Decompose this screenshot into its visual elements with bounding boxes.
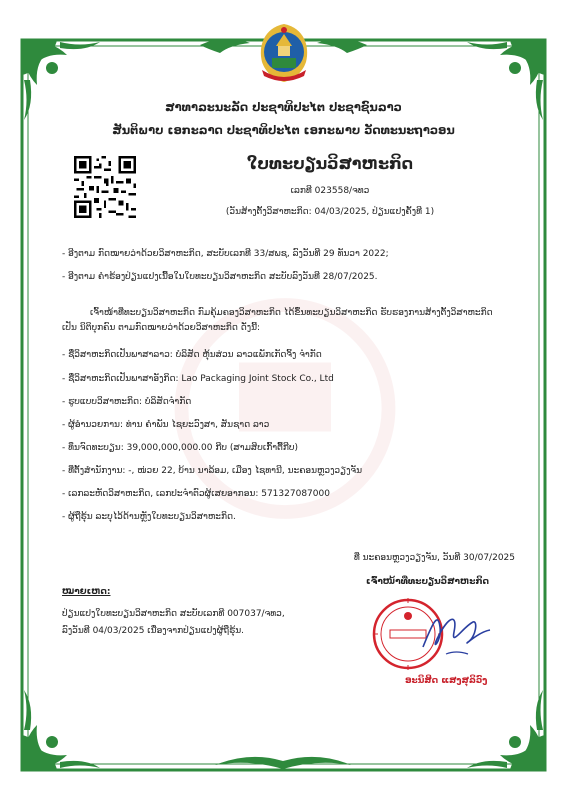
reference-line: - ອີງຕາມ ຄຳຮ້ອງປ່ຽນແປງເນື້ອໃນໃບທະບຽນວິສາຫະກິດ ສະບັບລົງວັນທີ 28/07/2025. xyxy=(62,272,378,282)
qr-code-icon xyxy=(74,156,136,218)
detail-registered-capital: - ທຶນຈົດທະບຽນ: 39,000,000,000.00 ກີບ (ສາມສິບເກົ້າຕື້ກີບ) xyxy=(62,443,299,453)
lao-national-emblem-icon xyxy=(254,22,314,84)
detail-shareholders: - ຜູ້ຖືຮຸ້ນ ລະບຸໄວ້ດ້ານຫຼັງໃບທະບຽນວິສາຫະກິດ. xyxy=(62,512,236,522)
detail-office-address: - ທີ່ຕັ້ງສຳນັກງານ: -, ໜ່ວຍ 22, ບ້ານ ນາລ້ອມ, ເມືອງ ໄຊທານີ, ນະຄອນຫຼວງວຽງຈັນ xyxy=(62,466,363,476)
country-name: ສາທາລະນະລັດ ປະຊາທິປະໄຕ ປະຊາຊົນລາວ xyxy=(165,100,402,114)
official-seal-icon xyxy=(368,592,498,677)
note-line: ປ່ຽນແປງໃບທະບຽນວິສາຫະກິດ ສະບັບເລກທີ 007037/ຈທວ, xyxy=(62,609,285,619)
registration-number: ເລກທີ 023558/ຈທວ xyxy=(290,186,370,196)
national-motto: ສັນຕິພາບ ເອກະລາດ ປະຊາທິປະໄຕ ເອກະພາບ ວັດທະນະຖາວອນ xyxy=(112,123,455,137)
detail-director: - ຜູ້ອຳນວຍການ: ທ່ານ ຄຳພັນ ໄຊຍະວົງສາ, ສັນຊາດ ລາວ xyxy=(62,420,270,430)
place-and-date: ທີ່ ນະຄອນຫຼວງວຽງຈັນ, ວັນທີ 30/07/2025 xyxy=(353,553,515,563)
detail-tax-id: - ເລກລະຫັດວິສາຫະກິດ, ເລກປະຈຳຕົວຜູ້ເສຍອາກອນ: 571327087000 xyxy=(62,489,330,499)
note-text xyxy=(62,606,362,640)
document-title: ໃບທະບຽນວິສາຫະກິດ xyxy=(246,154,414,173)
reference-line: - ອີງຕາມ ກົດໝາຍວ່າດ້ວຍວິສາຫະກິດ, ສະບັບເລກທີ 33/ສພຊ, ລົງວັນທີ 29 ທັນວາ 2022; xyxy=(62,249,389,259)
registration-date-note: (ວັນສ້າງຕັ້ງວິສາຫະກິດ: 04/03/2025, ປ່ຽນແປງຄັ້ງທີ 1) xyxy=(225,207,435,217)
detail-english-name: - ຊື່ວິສາຫະກິດເປັນພາສາອັງກິດ: Lao Packaging Joint Stock Co., Ltd xyxy=(62,374,334,384)
detail-enterprise-type: - ຮູບແບບວິສາຫະກິດ: ບໍລິສັດຈຳກັດ xyxy=(62,397,192,407)
note-line: ລົງວັນທີ 04/03/2025 ເນື່ອງຈາກປ່ຽນແປງຜູ້ຖືຮຸ້ນ. xyxy=(62,626,245,636)
note-heading: ໝາຍເຫດ: xyxy=(62,587,111,597)
signer-title: ເຈົ້າໜ້າທີ່ທະບຽນວິສາຫະກິດ xyxy=(366,577,489,587)
intro-paragraph: ເຈົ້າໜ້າທີ່ທະບຽນວິສາຫະກິດ ກົມຄຸ້ມຄອງວິສາຫະກິດ ໄດ້ຂຶ້ນທະບຽນວິສາຫະກິດ ຮັບຮອງການສ້າງຕັ້ງວິສາຫະກິດເປັນ ນິຕິບຸກຄົນ ຕາມກົດໝາຍວ່າດ້ວຍວິສາຫະກິດ ດັ່ງນີ້: xyxy=(62,308,493,333)
signer-name: ອະນິສິດ ແສງສຸລິວົງ xyxy=(405,676,488,686)
detail-lao-name: - ຊື່ວິສາຫະກິດເປັນພາສາລາວ: ບໍລິສັດ ຫຸ້ນສ່ວນ ລາວແພັກເກັດຈິ້ງ ຈຳກັດ xyxy=(62,350,322,360)
